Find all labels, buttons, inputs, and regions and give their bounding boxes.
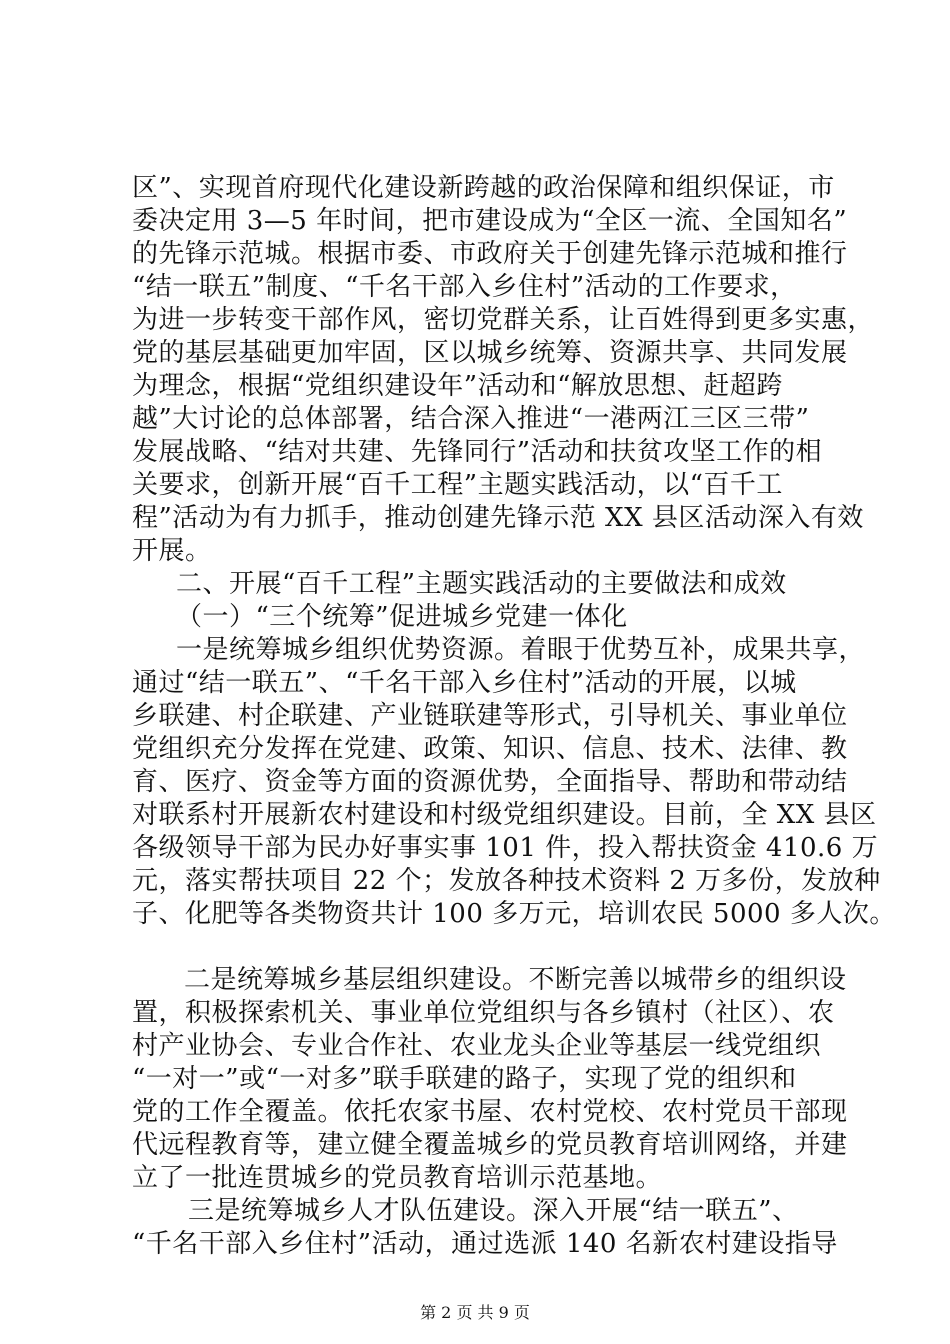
text-line: 的先锋示范城。根据市委、市政府关于创建先锋示范城和推行	[132, 239, 848, 269]
text-line: 村产业协会、专业合作社、农业龙头企业等基层一线党组织	[132, 1031, 822, 1061]
text-line: 委决定用 3—5 年时间，把市建设成为“全区一流、全国知名”	[132, 206, 848, 236]
text-line: 发展战略、“结对共建、先锋同行”活动和扶贫攻坚工作的相	[132, 437, 823, 467]
text-line: 置，积极探索机关、事业单位党组织与各乡镇村（社区）、农	[132, 998, 835, 1028]
text-line: 各级领导干部为民办好事实事 101 件，投入帮扶资金 410.6 万	[132, 833, 879, 863]
text-line: 二是统筹城乡基层组织建设。不断完善以城带乡的组织设	[184, 965, 847, 995]
text-line: 为理念，根据“党组织建设年”活动和“解放思想、赶超跨	[132, 371, 783, 401]
text-line: 代远程教育等，建立健全覆盖城乡的党员教育培训网络，并建	[132, 1130, 848, 1160]
text-line: 为进一步转变干部作风，密切党群关系，让百姓得到更多实惠，	[132, 305, 875, 335]
text-line: 越”大讨论的总体部署，结合深入推进“一港两江三区三带”	[132, 404, 810, 434]
text-line: “一对一”或“一对多”联手联建的路子，实现了党的组织和	[132, 1064, 797, 1094]
text-line: 党组织充分发挥在党建、政策、知识、信息、技术、法律、教	[132, 734, 848, 764]
text-line: 关要求，创新开展“百千工程”主题实践活动，以“百千工	[132, 470, 783, 500]
text-line: 区”、实现首府现代化建设新跨越的政治保障和组织保证，市	[132, 173, 835, 203]
text-line: 对联系村开展新农村建设和村级党组织建设。目前，全 XX 县区	[132, 800, 877, 830]
text-line: 元，落实帮扶项目 22 个；发放各种技术资料 2 万多份，发放种	[132, 866, 881, 896]
text-line: 立了一批连贯城乡的党员教育培训示范基地。	[132, 1163, 663, 1193]
text-line: “千名干部入乡住村”活动，通过选派 140 名新农村建设指导	[132, 1229, 838, 1259]
text-line: 程”活动为有力抓手，推动创建先锋示范 XX 县区活动深入有效	[132, 503, 864, 533]
text-line: 育、医疗、资金等方面的资源优势，全面指导、帮助和带动结	[132, 767, 848, 797]
text-line: 乡联建、村企联建、产业链联建等形式，引导机关、事业单位	[132, 701, 848, 731]
page-number: 第 2 页 共 9 页	[420, 1303, 530, 1322]
text-line: 一是统筹城乡组织优势资源。着眼于优势互补，成果共享，	[176, 635, 866, 665]
text-line: 三是统筹城乡人才队伍建设。深入开展“结一联五”、	[188, 1196, 799, 1226]
text-line: 子、化肥等各类物资共计 100 多万元，培训农民 5000 多人次。	[132, 899, 896, 929]
text-line: 党的工作全覆盖。依托农家书屋、农村党校、农村党员干部现	[132, 1097, 848, 1127]
section-heading: 二、开展“百千工程”主题实践活动的主要做法和成效	[176, 569, 787, 599]
text-line: “结一联五”制度、“千名干部入乡住村”活动的工作要求，	[132, 272, 797, 302]
subsection-heading: （一）“三个统筹”促进城乡党建一体化	[176, 602, 628, 632]
text-line: 开展。	[132, 536, 212, 566]
text-line: 党的基层基础更加牢固，区以城乡统筹、资源共享、共同发展	[132, 338, 848, 368]
text-line: 通过“结一联五”、“千名干部入乡住村”活动的开展，以城	[132, 668, 797, 698]
